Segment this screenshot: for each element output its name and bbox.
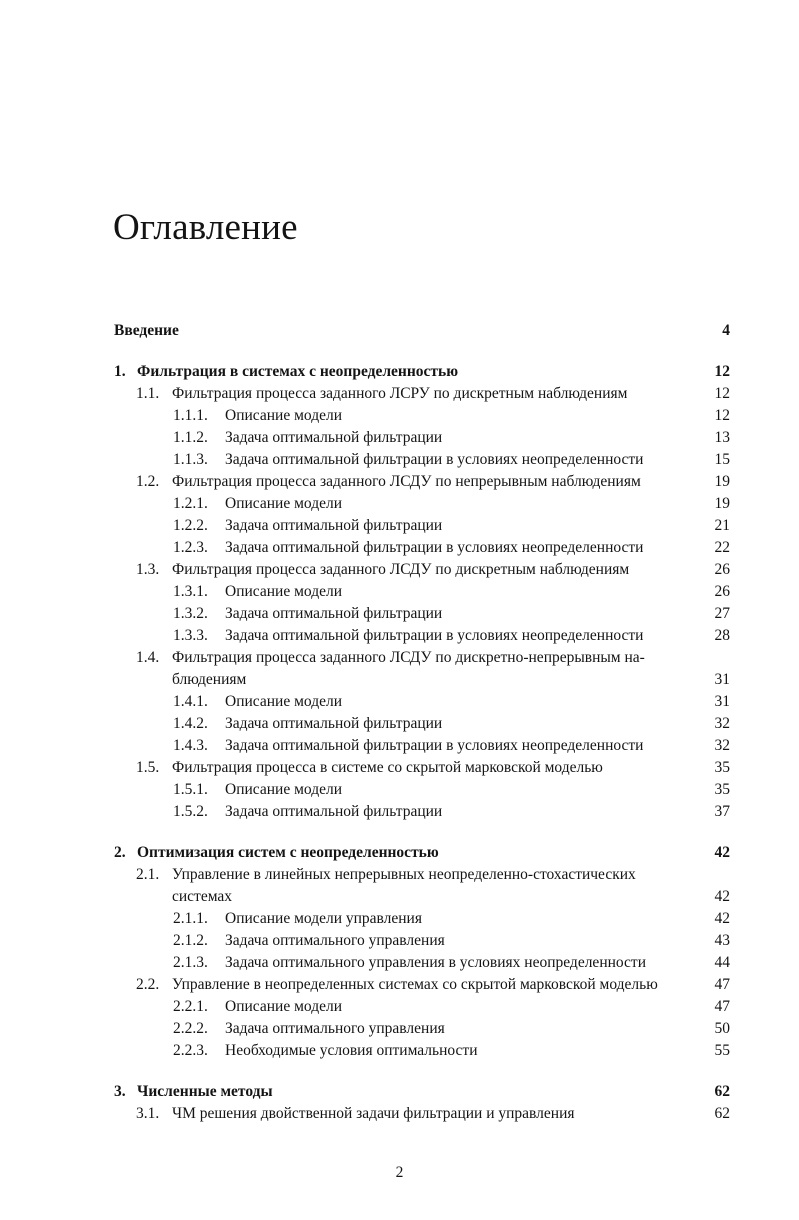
toc-number: 1.1.1. xyxy=(173,407,208,424)
toc-number: 1.2.2. xyxy=(173,517,208,534)
toc-number: 1.4.3. xyxy=(173,737,208,754)
toc-number: 2.2.1. xyxy=(173,998,208,1015)
toc-entry-1-1-2[interactable] xyxy=(114,428,730,448)
toc-entry-2-1-1[interactable] xyxy=(114,909,730,929)
toc-title: Задача оптимального управления в условиях неопределенности xyxy=(225,954,649,971)
toc-entry-2-2-3[interactable] xyxy=(114,1041,730,1061)
toc-title: Фильтрация процесса в системе со скрытой марковской моделью xyxy=(172,759,606,776)
toc-number: 1.1. xyxy=(136,385,160,402)
toc-entry-chapter-2[interactable] xyxy=(114,843,730,863)
toc-page: 42 xyxy=(711,843,731,863)
toc-page: 62 xyxy=(711,1104,731,1124)
toc-entry-1-2-1[interactable] xyxy=(114,494,730,514)
toc-number: 1.4.1. xyxy=(173,693,208,710)
toc-title: Задача оптимальной фильтрации xyxy=(225,605,445,622)
toc-entry-1-4-2[interactable] xyxy=(114,714,730,734)
toc-number: 1.1.3. xyxy=(173,451,208,468)
toc-page: 31 xyxy=(711,670,731,690)
toc-number: 1.4.2. xyxy=(173,715,208,732)
toc-page: 21 xyxy=(711,516,731,536)
toc-entry-1-2-2[interactable] xyxy=(114,516,730,536)
toc-number: 3. xyxy=(114,1083,126,1100)
toc-page: 32 xyxy=(711,714,731,734)
toc-entry-1-4-line2[interactable] xyxy=(114,670,730,690)
toc-page: 19 xyxy=(711,494,731,514)
toc-title: Управление в линейных непрерывных неопределенно-стохастических xyxy=(172,866,639,883)
toc-number: 1.5.2. xyxy=(173,803,208,820)
page-number: 2 xyxy=(395,1164,404,1181)
toc-title: Описание модели управления xyxy=(225,910,425,927)
toc-page: 35 xyxy=(711,780,731,800)
toc-title: Описание модели xyxy=(225,407,345,424)
toc-entry-2-2-1[interactable] xyxy=(114,997,730,1017)
toc-number: 1.3.1. xyxy=(173,583,208,600)
toc-number: 1.2.1. xyxy=(173,495,208,512)
toc-title: Фильтрация процесса заданного ЛСРУ по дискретным наблюдениям xyxy=(172,385,630,402)
toc-number: 1.5. xyxy=(136,759,160,776)
toc-entry-chapter-1[interactable] xyxy=(114,362,730,382)
toc-number: 1.2.3. xyxy=(173,539,208,556)
toc-title: Управление в неопределенных системах со скрытой марковской моделью xyxy=(172,976,661,993)
toc-number: 1.4. xyxy=(136,649,160,666)
toc-page: 55 xyxy=(711,1041,731,1061)
toc-page: 12 xyxy=(711,362,731,382)
toc-number: 1.2. xyxy=(136,473,160,490)
toc-title: Задача оптимального управления xyxy=(225,1020,448,1037)
toc-title: Задача оптимальной фильтрации в условиях неопределенности xyxy=(225,627,646,644)
toc-number: 2.2.2. xyxy=(173,1020,208,1037)
toc-title: Фильтрация процесса заданного ЛСДУ по дискретным наблюдениям xyxy=(172,561,632,578)
toc-entry-chapter-3[interactable] xyxy=(114,1082,730,1102)
toc-title: Задача оптимальной фильтрации xyxy=(225,803,445,820)
toc-title: Задача оптимальной фильтрации xyxy=(225,429,445,446)
toc-title: Оптимизация систем с неопределенностью xyxy=(137,844,442,861)
toc-entry-2-1-2[interactable] xyxy=(114,931,730,951)
toc-title: Задача оптимального управления xyxy=(225,932,448,949)
toc-number: 2.1. xyxy=(136,866,160,883)
toc-page: 13 xyxy=(711,428,731,448)
toc-page: 43 xyxy=(711,931,731,951)
toc-title: Описание модели xyxy=(225,583,345,600)
toc-entry-1-3-2[interactable] xyxy=(114,604,730,624)
toc-entry-1-4-1[interactable] xyxy=(114,692,730,712)
toc-entry-2-1-line1[interactable] xyxy=(114,865,730,885)
toc-page: 31 xyxy=(711,692,731,712)
toc-entry-1-1-3[interactable] xyxy=(114,450,730,470)
toc-title: Задача оптимальной фильтрации в условиях неопределенности xyxy=(225,737,646,754)
toc-entry-1-5-2[interactable] xyxy=(114,802,730,822)
toc-entry-1-1[interactable] xyxy=(114,384,730,404)
toc-title: Фильтрация в системах с неопределенностью xyxy=(137,363,461,380)
toc-page: 26 xyxy=(711,582,731,602)
toc-entry-3-1[interactable] xyxy=(114,1104,730,1124)
toc-number: 1.3.3. xyxy=(173,627,208,644)
toc-page: 35 xyxy=(711,758,731,778)
toc-entry-1-4-3[interactable] xyxy=(114,736,730,756)
toc-entry-2-1-line2[interactable] xyxy=(114,887,730,907)
toc-number: 2.2. xyxy=(136,976,160,993)
toc-title: Описание модели xyxy=(225,781,345,798)
toc-entry-1-3-1[interactable] xyxy=(114,582,730,602)
toc-number: 3.1. xyxy=(136,1105,160,1122)
toc-entry-1-3-3[interactable] xyxy=(114,626,730,646)
toc-entry-1-5[interactable] xyxy=(114,758,730,778)
toc-number: 1.3. xyxy=(136,561,160,578)
toc-page: 12 xyxy=(711,384,731,404)
toc-entry-1-3[interactable] xyxy=(114,560,730,580)
toc-number: 2.1.3. xyxy=(173,954,208,971)
toc-entry-2-2[interactable] xyxy=(114,975,730,995)
toc-page: 19 xyxy=(711,472,731,492)
toc-entry-1-5-1[interactable] xyxy=(114,780,730,800)
toc-page: 42 xyxy=(711,887,731,907)
toc-title: Введение xyxy=(114,322,182,339)
toc-title: Описание модели xyxy=(225,495,345,512)
toc-page: 42 xyxy=(711,909,731,929)
toc-page: 32 xyxy=(711,736,731,756)
toc-page: 4 xyxy=(718,321,730,341)
toc-title: Описание модели xyxy=(225,693,345,710)
toc-page: 50 xyxy=(711,1019,731,1039)
toc-title: Задача оптимальной фильтрации xyxy=(225,517,445,534)
toc-number: 1.1.2. xyxy=(173,429,208,446)
toc-entry-1-2-3[interactable] xyxy=(114,538,730,558)
toc-page: 12 xyxy=(711,406,731,426)
toc-page: 47 xyxy=(711,997,731,1017)
page-title: Оглавление xyxy=(113,207,298,248)
toc-title: Численные методы xyxy=(137,1083,276,1100)
toc-title: Описание модели xyxy=(225,998,345,1015)
toc-page: 28 xyxy=(711,626,731,646)
toc-title: Задача оптимальной фильтрации xyxy=(225,715,445,732)
toc-title: Фильтрация процесса заданного ЛСДУ по непрерывным наблюдениям xyxy=(172,473,644,490)
toc-title: блюдениям xyxy=(172,671,249,688)
toc-page: 26 xyxy=(711,560,731,580)
toc-title: Задача оптимальной фильтрации в условиях неопределенности xyxy=(225,539,646,556)
toc-title: ЧМ решения двойственной задачи фильтрации и управления xyxy=(172,1105,578,1122)
toc-entry-2-2-2[interactable] xyxy=(114,1019,730,1039)
toc-entry-1-1-1[interactable] xyxy=(114,406,730,426)
toc-title: Задача оптимальной фильтрации в условиях неопределенности xyxy=(225,451,646,468)
toc-title: Необходимые условия оптимальности xyxy=(225,1042,481,1059)
toc-page: 62 xyxy=(711,1082,731,1102)
toc-number: 1. xyxy=(114,363,126,380)
toc-page: 22 xyxy=(711,538,731,558)
toc-title: системах xyxy=(172,888,235,905)
toc-page: 44 xyxy=(711,953,731,973)
toc-number: 1.5.1. xyxy=(173,781,208,798)
toc-number: 2. xyxy=(114,844,126,861)
toc-page: 27 xyxy=(711,604,731,624)
toc-number: 2.1.2. xyxy=(173,932,208,949)
toc-entry-2-1-3[interactable] xyxy=(114,953,730,973)
toc-number: 2.2.3. xyxy=(173,1042,208,1059)
toc-number: 1.3.2. xyxy=(173,605,208,622)
toc-page: 47 xyxy=(711,975,731,995)
toc-title: Фильтрация процесса заданного ЛСДУ по дискретно-непрерывным на- xyxy=(172,649,648,666)
toc-page: 15 xyxy=(711,450,731,470)
toc-entry-1-2[interactable] xyxy=(114,472,730,492)
toc-entry-1-4-line1[interactable] xyxy=(114,648,730,668)
toc-entry-intro[interactable] xyxy=(114,321,730,341)
toc-number: 2.1.1. xyxy=(173,910,208,927)
toc-page: 37 xyxy=(711,802,731,822)
